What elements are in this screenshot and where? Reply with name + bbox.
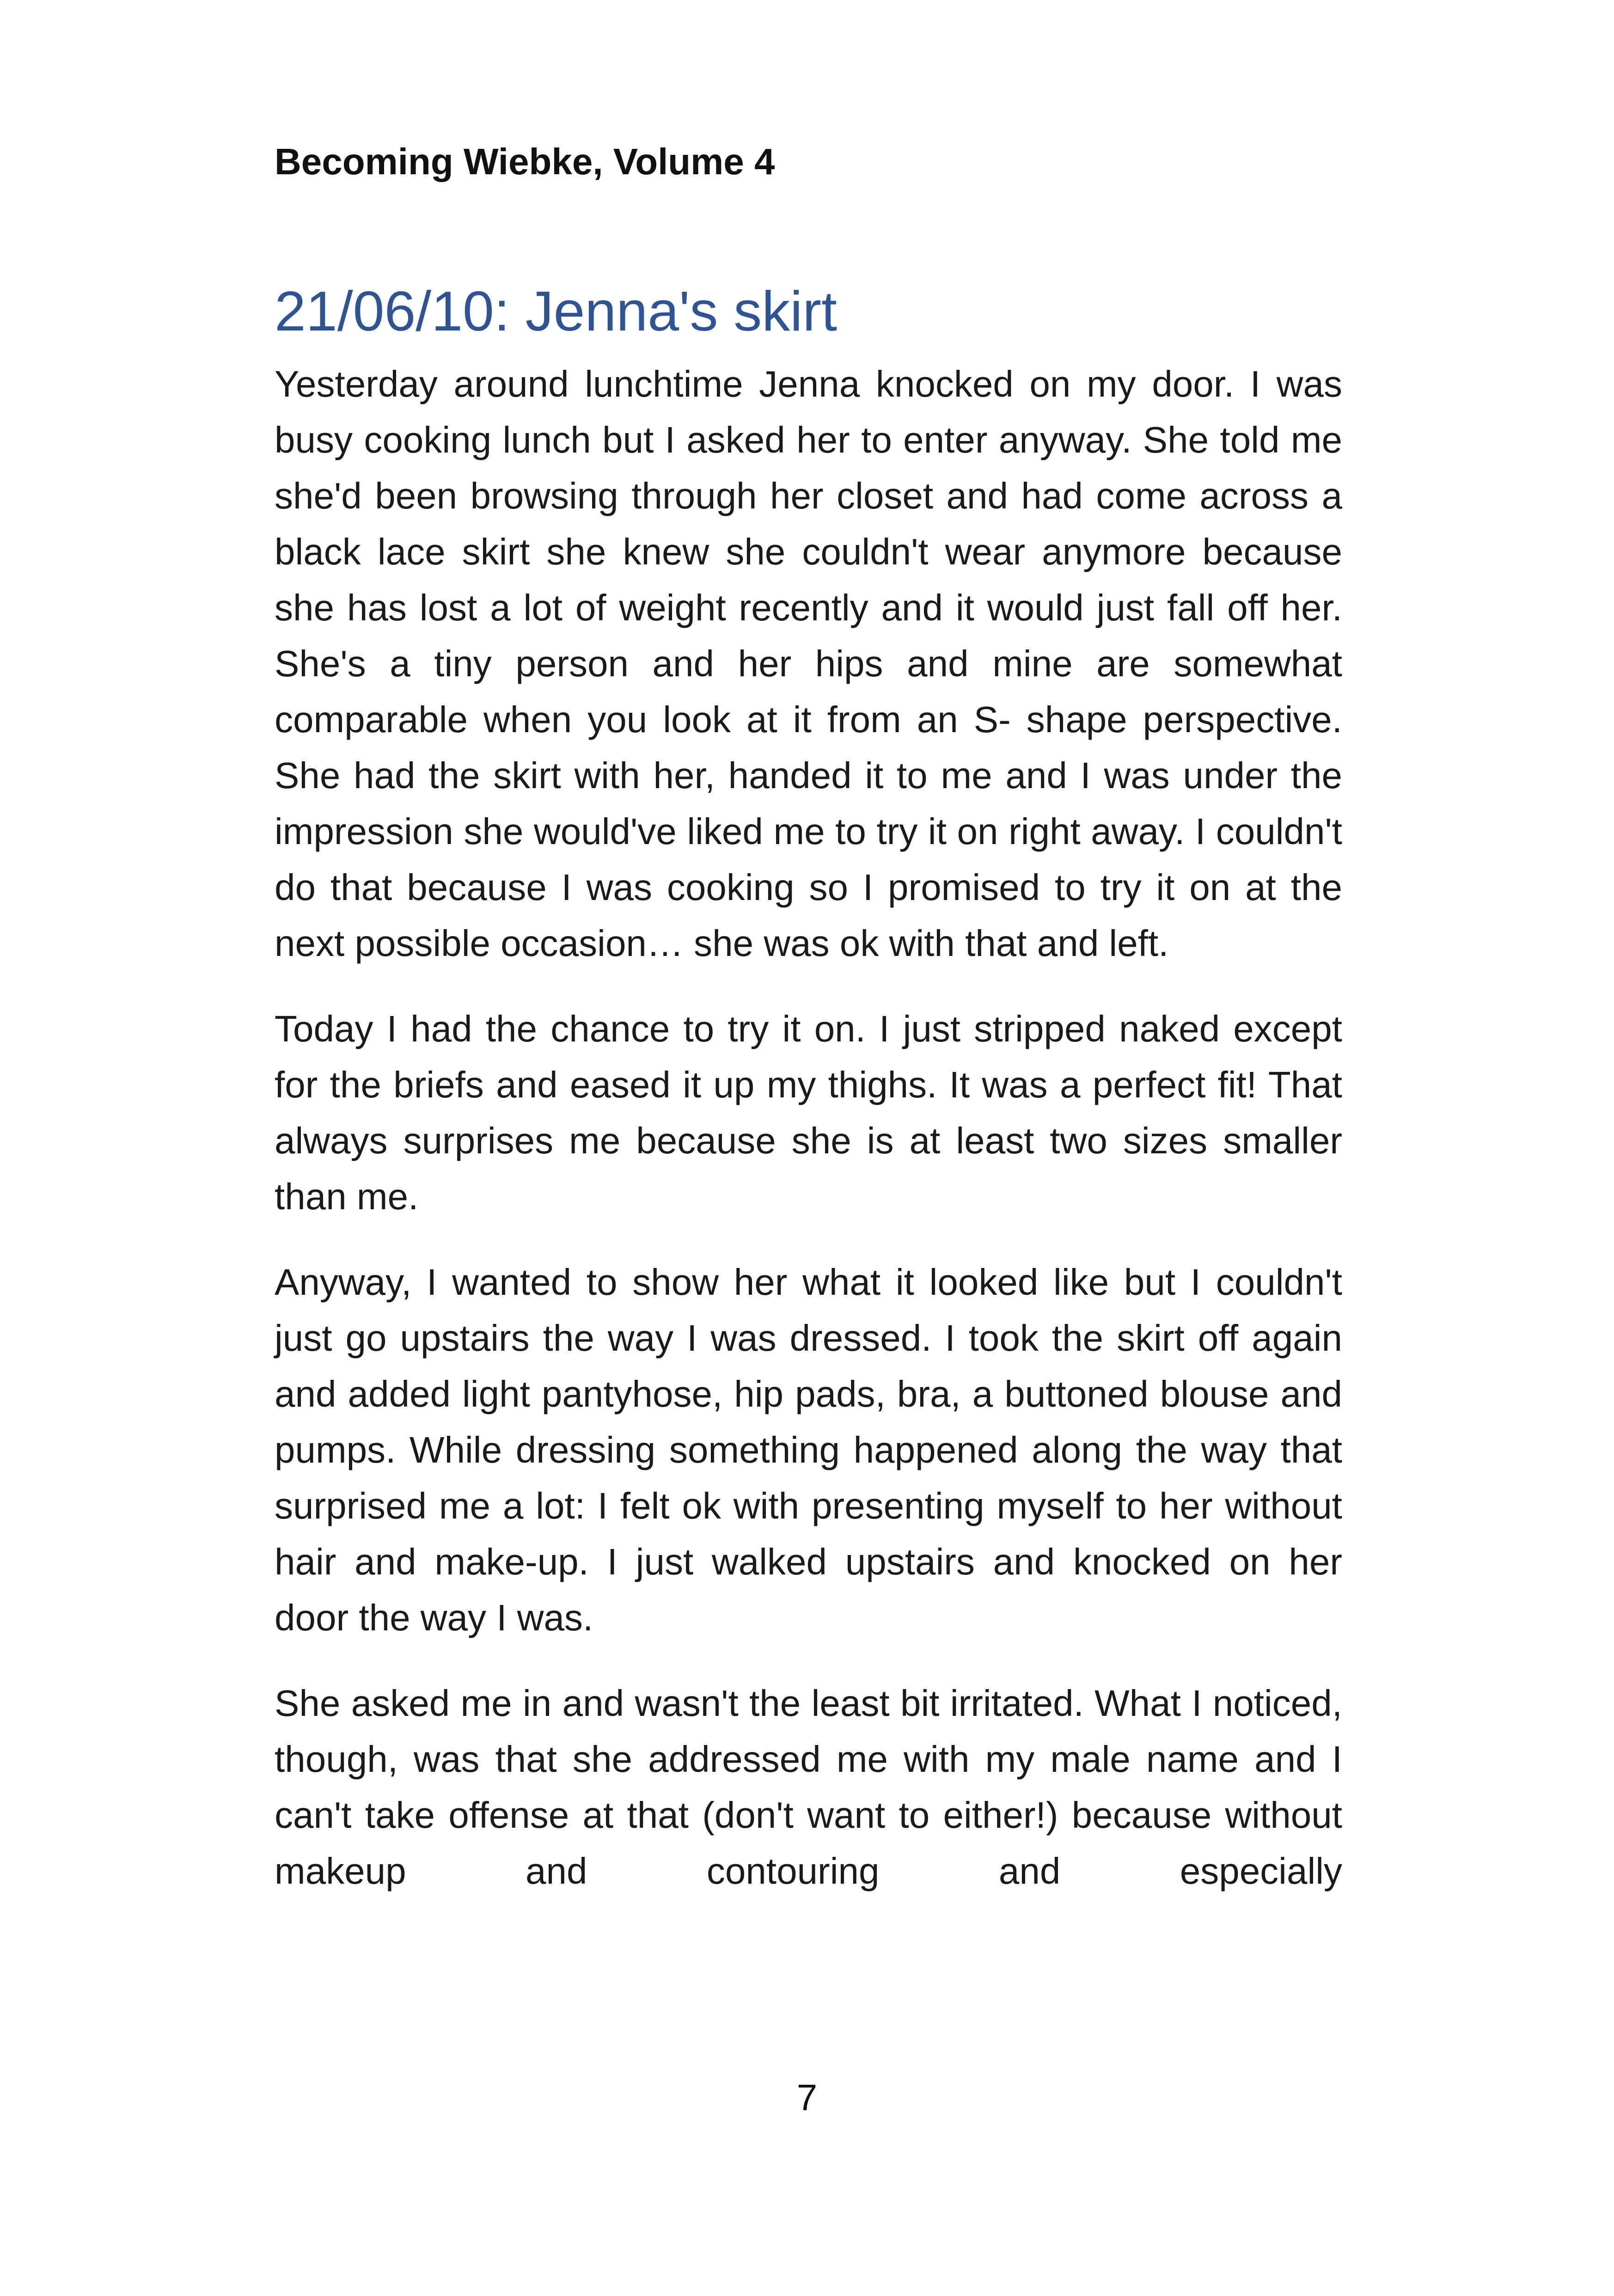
paragraph-4: She asked me in and wasn't the least bit irritated. What I noticed, though, was that she addressed me with my male name and I can't take offense at that (don't want to either!) because without makeup and contouring and especially: [275, 1683, 1342, 1892]
paragraph-2: Today I had the chance to try it on. I just stripped naked except for the briefs and eased it up my thighs. It was a perfect fit! That always surprises me because she is at least two sizes smaller than me.: [275, 1008, 1342, 1217]
chapter-title: 21/06/10: Jenna's skirt: [275, 280, 837, 343]
paragraph-1: Yesterday around lunchtime Jenna knocked on my door. I was busy cooking lunch but I asked her to enter anyway. She told me she'd been browsing through her closet and had come across a black lace skirt she knew she couldn't wear anymore because she has lost a lot of weight recently and it would just fall off her. She's a tiny person and her hips and mine are somewhat comparable when you look at it from an S- shape perspective. She had the skirt with her, handed it to me and I was under the impression she would've liked me to try it on right away. I couldn't do that because I was cooking so I promised to try it on at the next possible occasion… she was ok with that and left.: [275, 363, 1342, 964]
running-header: Becoming Wiebke, Volume 4: [275, 141, 775, 182]
paragraph-3: Anyway, I wanted to show her what it looked like but I couldn't just go upstairs the way I was dressed. I took the skirt off again and added light pantyhose, hip pads, bra, a buttoned blouse and pumps. While dressing something happened along the way that surprised me a lot: I felt ok with presenting myself to her without hair and make-up. I just walked upstairs and knocked on her door the way I was.: [275, 1261, 1342, 1638]
body-text: [275, 356, 1342, 1929]
page-number: 7: [796, 2077, 818, 2118]
